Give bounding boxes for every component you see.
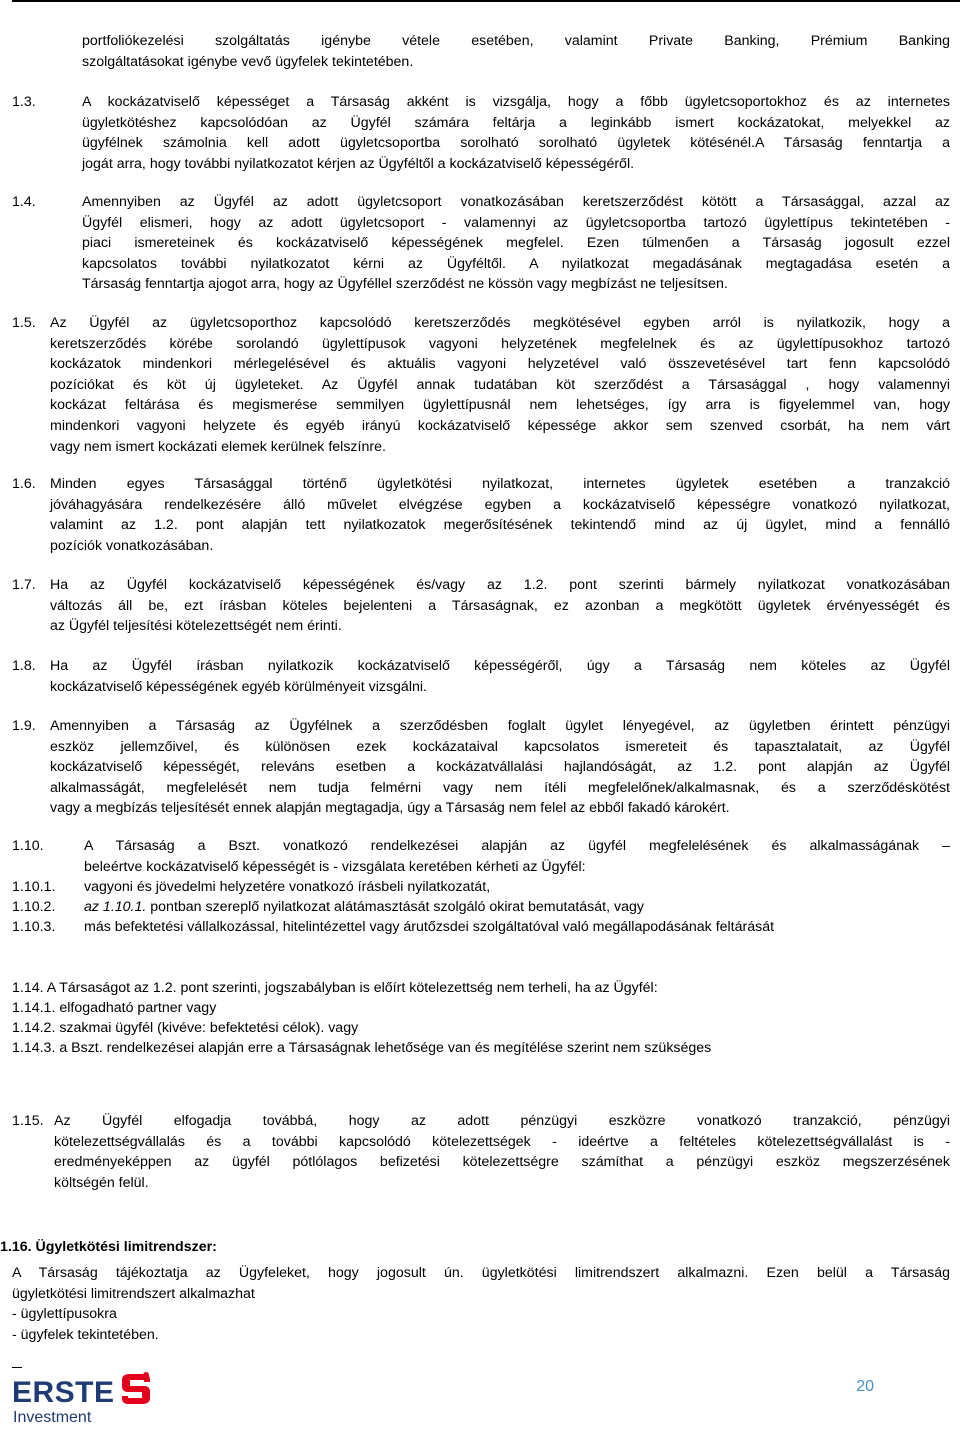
erste-s-icon — [122, 1372, 150, 1404]
paragraph-line: Az Ügyfél az ügyletcsoporthoz kapcsolódó keretszerződés megkötésével egyben arról is nyilatkozik, hogy a — [50, 315, 950, 331]
intro-paragraph — [82, 31, 950, 72]
paragraph-line: kockázat feltárása és megismerése semmilyen ügylettípusnál nem lehetséges, így arra is figyelemmel van, hogy — [50, 397, 950, 414]
paragraph-line: kötelezettségvállalás és a további kapcsolódó kötelezettségek - ideértve a feltételes kötelezettségvállalást is - — [54, 1133, 950, 1150]
paragraph-line: vagy nem ismert kockázati elemek kerülnek felszínre. — [50, 438, 386, 455]
list-item: 1.14.1. elfogadható partner vagy — [12, 1000, 217, 1016]
list-item: - ügylettípusokra — [12, 1306, 117, 1323]
paragraph-line: ügyfélnek számolnia kell adott ügyletcsoportba sorolható sorolható ügyletek kötésénél.A Társaság fenntartja a — [82, 135, 950, 152]
section-1-7 — [12, 575, 950, 637]
intro-line: szolgáltatásokat igénybe vevő ügyfelek tekintetében. — [82, 53, 414, 70]
top-rule — [12, 0, 960, 2]
paragraph-line: Ha az Ügyfél kockázatviselő képességének és/vagy az 1.2. pont szerinti bármely nyilatkozat vonatkozásában — [50, 577, 950, 593]
section-number: 1.9. — [12, 718, 36, 734]
section-1-9 — [12, 716, 950, 819]
item-text: pontban szereplő nyilatkozat alátámasztását szolgáló okirat bemutatását, vagy — [146, 899, 644, 915]
section-number: 1.7. — [12, 577, 36, 593]
paragraph-line: valamint az 1.2. pont alapján tett nyilatkozatok megerősítésének tekintendő mind az új ügylet, mind a fennálló — [50, 517, 950, 534]
paragraph-line: költségén felül. — [54, 1174, 149, 1191]
paragraph-line: A kockázatviselő képességet a Társaság akként is vizsgálja, hogy a főbb ügyletcsoportokhoz és az internetes — [82, 94, 950, 110]
list-item — [12, 917, 774, 938]
list-item: - ügyfelek tekintetében. — [12, 1326, 159, 1343]
paragraph-line: beleértve kockázatviselő képességét is - vizsgálata keretében kérheti az Ügyfél: — [84, 858, 586, 875]
section-1-3 — [12, 92, 950, 174]
paragraph-line: A Társaság a Bszt. vonatkozó rendelkezései alapján az ügyfél megfelelésének és alkalmasságának – — [84, 838, 950, 854]
paragraph-line: Ha az Ügyfél írásban nyilatkozik kockázatviselő képességéről, úgy a Társaság nem köteles az Ügyfél — [50, 658, 950, 674]
footer-rule — [12, 1367, 22, 1368]
paragraph-line: Amennyiben a Társaság az Ügyfélnek a szerződésben foglalt ügylet lényegével, az ügyletben érintett pénzügyi — [50, 718, 950, 734]
paragraph-line: alkalmasságát, megfelelését nem tudja felmérni vagy nem ítéli megfelelőnek/alkalmasnak, és a szerződéskötést — [50, 779, 950, 796]
paragraph-line: pozíciók vonatkozásában. — [50, 537, 214, 554]
paragraph-line: Ügyfél elismeri, hogy az adott ügyletcsoport - valamennyi az ügyletcsoportba tartozó ügylettípus tekintetében - — [82, 214, 950, 231]
paragraph-line: kapcsolatos további nyilatkozatot kérni az Ügyféltől. A nyilatkozat megadásának megtagadása esetén a — [82, 255, 950, 272]
section-1-6 — [12, 474, 950, 556]
paragraph-line: kockázatviselő képességét, releváns esetben a kockázatvállalási hajlandóságát, az 1.2. pont alapján az Ügyfél — [50, 759, 950, 776]
paragraph-line: az Ügyfél teljesítési kötelezettségét nem érinti. — [50, 618, 342, 635]
paragraph-line: jóváhagyására rendelkezésére álló művelet elvégzése egyben a kockázatviselő képességre vonatkozó nyilatkozat, — [50, 496, 950, 513]
paragraph-line: eredményeképpen az ügyfél pótlólagos befizetési kötelezettségre számíthat a pénzügyi eszköz megszerzésének — [54, 1154, 950, 1171]
list-item — [12, 897, 644, 918]
erste-logo-graphic — [12, 1372, 182, 1428]
item-reference: az 1.10.1. — [84, 899, 147, 915]
section-number: 1.10. — [12, 838, 44, 854]
section-1-15 — [12, 1111, 950, 1193]
section-1-4 — [12, 192, 950, 295]
paragraph-line: változás áll be, ezt írásban köteles bejelenteni a Társaságnak, ez azonban a megkötött ügyletek érvényességét és — [50, 597, 950, 614]
list-item: 1.14.2. szakmai ügyfél (kivéve: befektetési célok). vagy — [12, 1020, 359, 1036]
paragraph-line: ügyletkötéshez kapcsolódóan az Ügyfél számára feltárja a leginkább ismert kockázatokat, melyekkel az — [82, 114, 950, 131]
section-number: 1.4. — [12, 194, 36, 210]
item-number: 1.10.2. — [12, 899, 56, 915]
item-text: más befektetési vállalkozással, hitelintézettel vagy árutőzsdei szolgáltatóval való megállapodásának feltárását — [84, 919, 775, 935]
paragraph-line: mindenkori vagyoni helyzete és egyéb irányú kockázatviselő képessége akkor sem szenved csorbát, ha nem várt — [50, 417, 950, 434]
paragraph-line: kockázatok mindenkori mérlegelésével és aktuális vagyoni helyzetével való összevetésével tart fenn kapcsolódó — [50, 356, 950, 373]
section-1-14-title: 1.14. A Társaságot az 1.2. pont szerinti, jogszabályban is előírt kötelezettség nem terheli, ha az Ügyfél: — [12, 980, 658, 996]
paragraph-line: kockázatviselő képességének egyéb körülményeit vizsgálni. — [50, 678, 427, 695]
paragraph-line: eszköz jellemzőivel, és különösen ezek kockázataival kapcsolatos ismereteit és tapasztalatait, az Ügyfél — [50, 738, 950, 755]
section-1-10 — [12, 836, 950, 877]
item-number: 1.10.3. — [12, 919, 56, 935]
page-number: 20 — [856, 1378, 874, 1395]
paragraph-line: Társaság fenntartja ajogot arra, hogy az Ügyféllel szerződést ne kössön vagy megbízást ne teljesítsen. — [82, 276, 728, 293]
item-number: 1.10.1. — [12, 879, 56, 895]
section-number: 1.6. — [12, 476, 36, 492]
paragraph-line: pozíciókat és köt új ügyleteket. Az Ügyfél annak tudatában köt szerződést a Társasággal , hogy valamennyi — [50, 376, 950, 393]
paragraph-line: jogát arra, hogy további nyilatkozatot kérjen az Ügyféltől a kockázatviselő képességéről. — [82, 155, 635, 172]
paragraph-line: ügyletkötési limitrendszert alkalmazhat — [12, 1285, 255, 1302]
section-number: 1.3. — [12, 94, 36, 110]
logo-subtitle: Investment — [13, 1409, 92, 1426]
item-text: vagyoni és jövedelmi helyzetére vonatkozó írásbeli nyilatkozatát, — [84, 879, 491, 895]
list-item — [12, 877, 490, 898]
logo-wordmark: ERSTE — [12, 1376, 115, 1409]
paragraph-line: A Társaság tájékoztatja az Ügyfeleket, hogy jogosult ún. ügyletkötési limitrendszert alkalmazni. Ezen belül a Társaság — [12, 1265, 950, 1281]
paragraph-line: keretszerződés körébe sorolandó ügylettípusok vagyoni helyzetének megfelelnek és az ügylettípusokhoz tartozó — [50, 335, 950, 352]
paragraph-line: Amennyiben az Ügyfél az adott ügyletcsoport vonatkozásában keretszerződést kötött a Társasággal, azzal az — [82, 194, 950, 210]
section-1-5 — [12, 313, 950, 457]
section-1-8 — [12, 656, 950, 697]
section-number: 1.5. — [12, 315, 36, 331]
section-1-16-heading: 1.16. Ügyletkötési limitrendszer: — [0, 1239, 217, 1255]
paragraph-line: Minden egyes Társasággal történő ügyletkötési nyilatkozat, internetes ügyletek esetében a tranzakció — [50, 476, 950, 492]
paragraph-line: vagy a megbízás teljesítését ennek alapján megtagadja, úgy a Társaság nem felel az ebből fakadó károkért. — [50, 800, 730, 817]
list-item: 1.14.3. a Bszt. rendelkezései alapján erre a Társaságnak lehetősége van és megítélése szerint nem szükséges — [12, 1040, 712, 1056]
section-number: 1.8. — [12, 658, 36, 674]
paragraph-line: piaci ismereteinek és kockázatviselő képességének megfelel. Ezen túlmenően a Társaság jogosult ezzel — [82, 235, 950, 252]
erste-logo — [12, 1372, 182, 1428]
paragraph-line: Az Ügyfél elfogadja továbbá, hogy az adott pénzügyi eszközre vonatkozó tranzakció, pénzügyi — [54, 1113, 950, 1129]
section-1-16 — [12, 1263, 950, 1345]
intro-line: portfoliókezelési szolgáltatás igénybe vétele esetében, valamint Private Banking, Prémium Banking — [82, 33, 950, 49]
section-number: 1.15. — [12, 1113, 44, 1129]
